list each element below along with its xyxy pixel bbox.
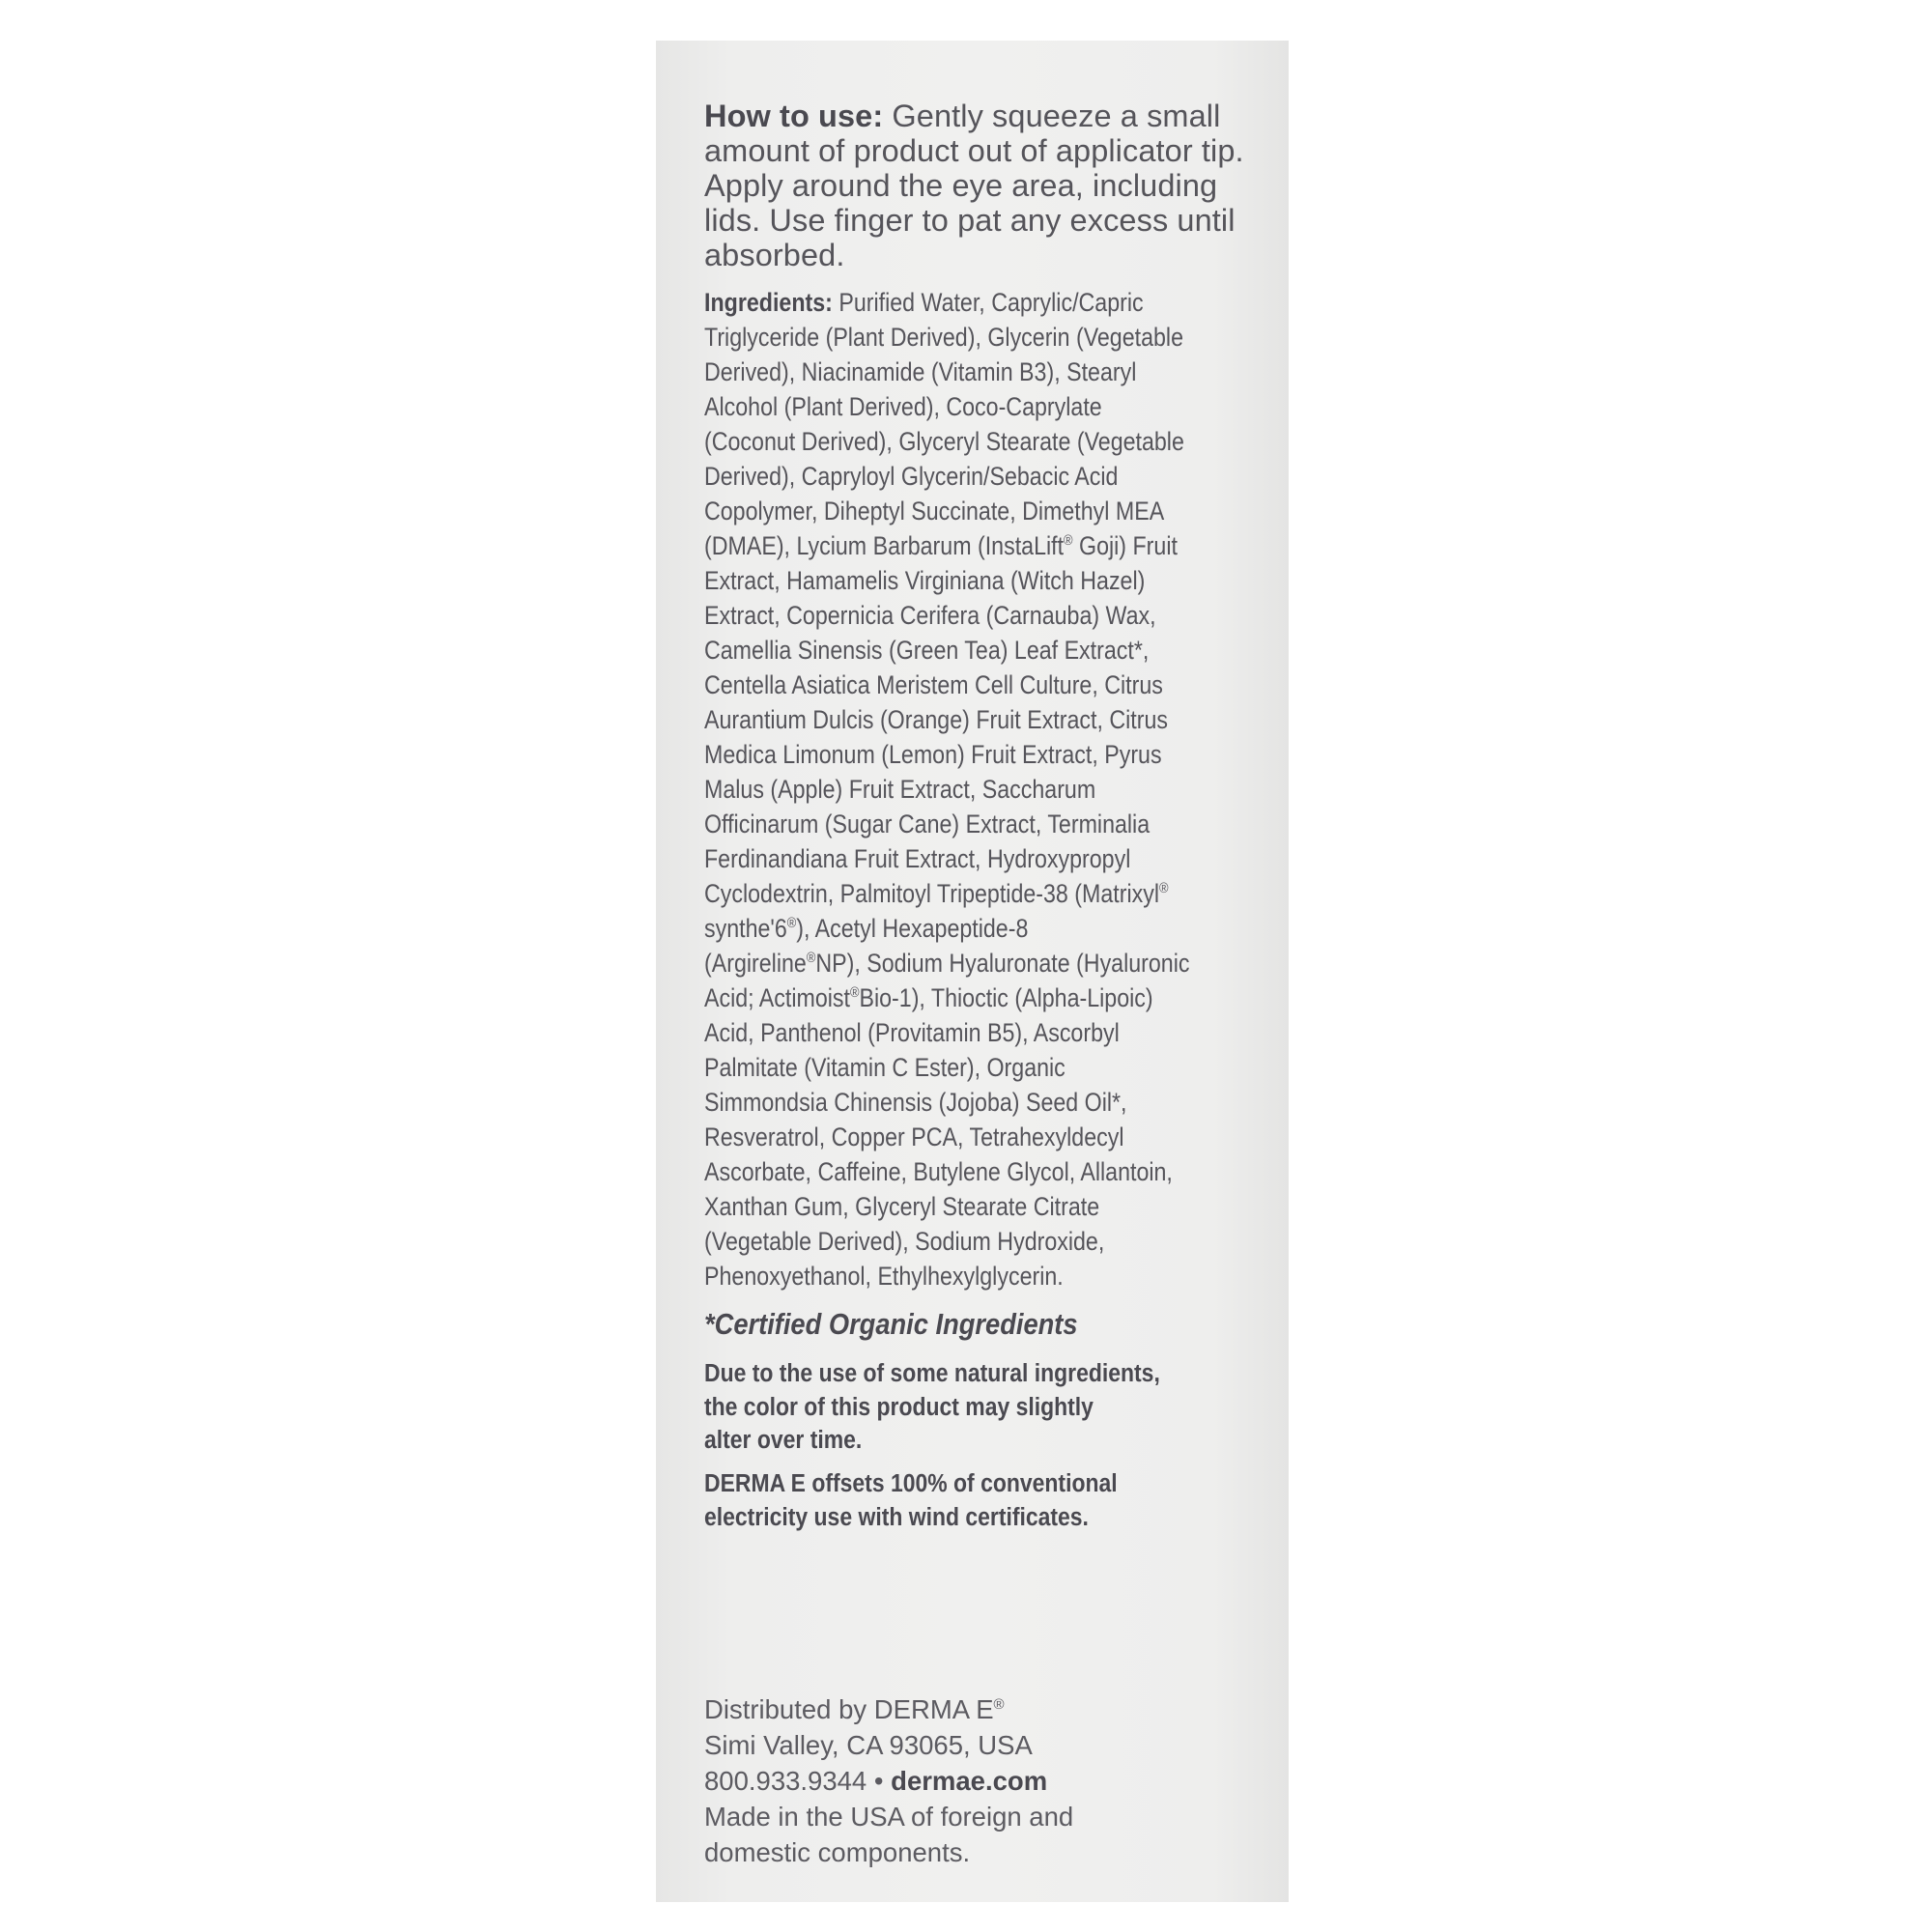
ingredients-line: Phenoxyethanol, Ethylhexylglycerin. [704,1262,1064,1291]
ingredients-line: (Coconut Derived), Glyceryl Stearate (Vegetable [704,427,1184,456]
wind-offset-note: DERMA E offsets 100% of conventional electricity use with wind certificates. [704,1470,1118,1531]
ingredients-line: Medica Limonum (Lemon) Fruit Extract, Pyrus [704,740,1162,769]
ingredients-line: Malus (Apple) Fruit Extract, Saccharum [704,775,1096,804]
ingredients-line: Ingredients: Purified Water, Caprylic/Capric [704,288,1144,317]
ingredients-line: Acid; Actimoist®Bio-1), Thioctic (Alpha-Lipoic) [704,983,1153,1012]
ingredients-line: Aurantium Dulcis (Orange) Fruit Extract, Citrus [704,705,1169,734]
how-to-use-text: Gently squeeze a small amount of product out of applicator tip. Apply around the eye area, including lids. Use finger to pat any excess until absorbed. [704,99,1244,272]
product-label-panel [656,41,1289,1902]
how-to-use-label: How to use: [704,99,884,133]
ingredients-line: (DMAE), Lycium Barbarum (InstaLift® Goji) Fruit [704,531,1178,560]
how-to-use-section [704,99,1245,272]
ingredients-line: Extract, Hamamelis Virginiana (Witch Hazel) [704,566,1146,595]
ingredients-line: Resveratrol, Copper PCA, Tetrahexyldecyl [704,1122,1124,1151]
ingredients-line: Simmondsia Chinensis (Jojoba) Seed Oil*, [704,1088,1127,1117]
ingredients-section [704,285,1236,1293]
registered-mark: ® [1064,532,1073,549]
distributor-name: Distributed by DERMA E [704,1694,994,1724]
ingredients-line: Derived), Niacinamide (Vitamin B3), Stearyl [704,357,1137,386]
ingredients-line: Copolymer, Diheptyl Succinate, Dimethyl MEA [704,497,1165,526]
ingredients-line: Triglyceride (Plant Derived), Glycerin (Vegetable [704,323,1183,352]
ingredients-line: (Argireline®NP), Sodium Hyaluronate (Hyaluronic [704,949,1190,978]
distributor-info [704,1691,1245,1870]
natural-ingredients-note: Due to the use of some natural ingredients, the color of this product may slightly alter over time. [704,1360,1160,1454]
ingredients-line: Cyclodextrin, Palmitoyl Tripeptide-38 (Matrixyl® [704,879,1169,908]
ingredients-line: Derived), Capryloyl Glycerin/Sebacic Acid [704,462,1119,491]
registered-mark: ® [806,950,816,966]
distributor-phone: 800.933.9344 • [704,1766,884,1796]
registered-mark: ® [849,984,860,1001]
ingredients-line: Extract, Copernicia Cerifera (Carnauba) Wax, [704,601,1156,630]
ingredients-line: Camellia Sinensis (Green Tea) Leaf Extract*, [704,636,1150,665]
ingredients-line: Ferdinandiana Fruit Extract, Hydroxypropyl [704,844,1131,873]
registered-mark: ® [786,915,797,931]
registered-mark: ® [993,1696,1005,1713]
certified-organic-note: *Certified Organic Ingredients [704,1307,1078,1341]
ingredients-line: Officinarum (Sugar Cane) Extract, Terminalia [704,810,1151,838]
registered-mark: ® [1159,880,1169,896]
ingredients-line: Acid, Panthenol (Provitamin B5), Ascorbyl [704,1018,1120,1047]
ingredients-label: Ingredients: [704,288,833,317]
origin-note: domestic components. [704,1837,971,1867]
ingredients-line: Ascorbate, Caffeine, Butylene Glycol, Allantoin, [704,1157,1173,1186]
distributor-address: Simi Valley, CA 93065, USA [704,1730,1033,1760]
ingredients-line: Centella Asiatica Meristem Cell Culture, Citrus [704,670,1163,699]
ingredients-line: Alcohol (Plant Derived), Coco-Caprylate [704,392,1102,421]
distributor-website: dermae.com [891,1766,1048,1796]
ingredients-line: Palmitate (Vitamin C Ester), Organic [704,1053,1065,1082]
ingredients-line: (Vegetable Derived), Sodium Hydroxide, [704,1227,1105,1256]
origin-note: Made in the USA of foreign and [704,1802,1074,1832]
ingredients-line: synthe'6®), Acetyl Hexapeptide-8 [704,914,1029,943]
ingredients-line: Xanthan Gum, Glyceryl Stearate Citrate [704,1192,1100,1221]
